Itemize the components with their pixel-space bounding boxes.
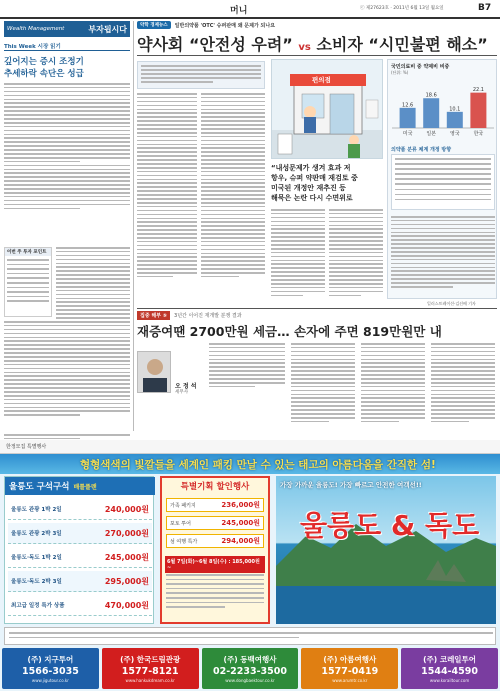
agency-card[interactable]	[202, 648, 299, 689]
agency-name: (주) 지구투어	[27, 655, 74, 664]
column-masthead	[4, 21, 130, 37]
mid-special-panel	[160, 476, 270, 624]
agency-card[interactable]	[401, 648, 498, 689]
mid-special-line: 6월 7일(화)~6월 8일(수) : 185,000원~	[165, 556, 265, 573]
feature-body-4	[329, 209, 383, 296]
author-photo	[137, 351, 171, 393]
article-tag: 집중 해부 ⑤	[137, 311, 170, 320]
headline-b: 소비자 “시민불편 해소”	[316, 35, 488, 54]
otc-feature	[137, 21, 497, 306]
column-body-3	[4, 321, 130, 416]
pullquote-line-4: 해묵은 논란 다시 수면위로	[271, 194, 353, 202]
headline-vs: vs	[298, 42, 311, 53]
wealth-column	[4, 21, 130, 431]
feature-body-1	[137, 93, 197, 277]
date-line: ⓒ 제27623호 · 2011년 6월 13일 월요일	[360, 6, 444, 11]
chart-title: 국민의료비 중 약제비 비중	[391, 64, 450, 70]
bar-value-label: 12.6	[402, 102, 414, 109]
pullquote-line-2: 항우, 슈퍼 약판매 재검토 중	[271, 174, 358, 182]
agency-name: (주) 아름여행사	[323, 655, 377, 664]
agency-card[interactable]	[2, 648, 99, 689]
price-row	[8, 523, 152, 544]
column-headline-1: 깊어지는 증시 조정기	[4, 57, 84, 67]
headline-a: 약사회 “안전성 우려”	[137, 35, 293, 54]
agency-name: (주) 코레일투어	[423, 655, 477, 664]
bar-category-label: 미국	[402, 131, 413, 137]
agency-name: (주) 동백여행사	[223, 655, 277, 664]
price-row-name: 울릉도·독도 2박 3일	[11, 579, 62, 585]
price-row-price: 470,000원	[104, 600, 149, 610]
special-price-value: 245,000원	[221, 519, 260, 527]
agency-url: www.korailtour.com	[429, 678, 470, 683]
drug-cost-bar-chart	[392, 80, 494, 140]
price-row-price: 270,000원	[104, 528, 149, 538]
left-price-panel	[4, 476, 154, 624]
ulleungdo-tour-ad	[0, 440, 500, 691]
author-title: 세무사	[175, 390, 189, 395]
illustration-credit: 일러스트레이션·김선배 기자	[427, 301, 476, 306]
article-kicker-row	[137, 311, 242, 320]
agency-name: (주) 한국드림관광	[120, 655, 181, 664]
special-price-value: 236,000원	[221, 501, 260, 509]
column-body-1	[4, 83, 130, 209]
bar-category-label: 한국	[473, 131, 484, 137]
bar-value-label: 22.1	[472, 87, 484, 94]
price-row	[8, 499, 152, 520]
chart-note: 의약품 분류 체계 개정 방향	[391, 147, 452, 153]
article-body-3	[431, 343, 495, 422]
price-row	[8, 595, 152, 616]
agency-url: www.hankukdream.co.kr	[125, 678, 175, 683]
agency-url: www.dongbaektour.co.kr	[225, 678, 275, 683]
feature-headline	[137, 32, 497, 55]
left-title-sub: 배틀플랜	[73, 483, 97, 491]
feature-brand: 약학 경제뉴스	[137, 21, 171, 29]
article-kicker: 3년간 이어진 재개발 분쟁 결과	[174, 313, 242, 319]
special-price-label: 포토 투어	[170, 520, 191, 527]
qa-intro-box	[137, 61, 265, 89]
feature-body-2	[201, 93, 265, 277]
price-row-name: 울릉도 관광 1박 2일	[11, 507, 62, 513]
article-body-2	[361, 343, 425, 422]
price-row	[8, 571, 152, 592]
week-label: This Week 시장 읽기	[4, 44, 61, 50]
masthead-badge: Wealth Management	[7, 26, 65, 32]
bar-category-label: 영국	[449, 131, 460, 137]
bar-value-label: 18.6	[425, 92, 437, 99]
agency-phone: 02-2233-3500	[212, 666, 287, 677]
agency-card[interactable]	[301, 648, 398, 689]
bar-category-label: 일본	[426, 131, 437, 137]
feature-section: 일반의약품 'OTC' 슈퍼판매 왜 문제가 되나요	[174, 22, 276, 29]
convenience-store-illustration	[271, 59, 383, 159]
right-title-sub: 가장 가까운 울릉도! 가장 빠르고 안전한 여객선!!	[280, 481, 422, 489]
price-row-price: 240,000원	[104, 504, 149, 514]
price-row-price: 295,000원	[104, 576, 149, 586]
article-headline: 재증여땐 2700만원 세금… 손자에 주면 819만원만 내	[137, 324, 442, 339]
column-headline-2: 추세하락 속단은 성급	[4, 69, 84, 79]
classification-table	[391, 154, 495, 210]
bar-2	[423, 98, 439, 128]
chart-unit: (단위: %)	[391, 70, 409, 75]
left-title-row	[5, 477, 155, 495]
agency-phone: 1544-4590	[421, 666, 478, 677]
pull-quote	[271, 163, 383, 203]
column-body-2	[56, 247, 130, 323]
ad-top-strip	[0, 440, 500, 454]
agency-phone: 1577-0419	[321, 666, 379, 677]
bar-value-label: 10.1	[449, 106, 461, 113]
price-row-name: 울릉도·독도 1박 2일	[11, 555, 62, 561]
left-title: 울릉도 구석구석	[9, 482, 70, 492]
special-price-value: 294,000원	[221, 537, 260, 545]
agency-card[interactable]	[102, 648, 199, 689]
agency-list	[2, 648, 498, 689]
price-row-name: 최고급 일정 특가 상품	[11, 603, 65, 609]
mid-price-list	[166, 498, 264, 548]
price-row	[8, 547, 152, 568]
section-name: 머니	[230, 6, 248, 16]
agency-url: www.arumtr.co.kr	[332, 678, 368, 683]
store-sign: 편의점	[312, 76, 331, 84]
special-price-row	[166, 516, 264, 530]
week-stats-box	[4, 247, 52, 317]
promo-label: 한정모집 특별행사	[6, 444, 47, 450]
article-lede	[209, 343, 285, 387]
masthead-title: 부자됩시다	[88, 24, 127, 34]
price-row-name: 울릉도 관광 2박 3일	[11, 531, 62, 537]
feature-tag	[137, 21, 275, 29]
special-price-row	[166, 534, 264, 548]
week-stats-title: 이번 주 투자 포인트	[5, 248, 51, 256]
tax-article	[137, 311, 497, 431]
mid-title: 특별기획 할인행사	[180, 482, 250, 492]
article-body-1	[291, 343, 355, 422]
ad-banner	[0, 454, 500, 474]
page-folio: B7	[478, 3, 492, 13]
banner-text: 형형색색의 빛깔들을 세계인 패킹 만날 수 있는 태고의 아름다움을 간직한 섬!	[80, 459, 436, 471]
agency-url: www.jigutour.co.kr	[31, 678, 69, 683]
price-row-price: 245,000원	[104, 552, 149, 562]
pullquote-line-3: 미국된 개정안 재추진 등	[271, 184, 346, 192]
special-price-row	[166, 498, 264, 512]
scenic-photo	[276, 476, 496, 624]
feature-body-3	[271, 209, 325, 296]
bar-4	[470, 93, 486, 128]
ad-info-strip	[4, 627, 496, 645]
drug-cost-chart-panel	[387, 59, 497, 299]
special-price-label: 섬 여행 특가	[170, 538, 198, 545]
right-title: 울릉도 & 독도	[300, 509, 480, 542]
bar-1	[400, 108, 416, 128]
special-price-label: 가족 패키지	[170, 502, 196, 509]
bar-3	[447, 112, 463, 128]
author-name: 오 정 석	[175, 383, 197, 390]
agency-phone: 1566-3035	[21, 666, 79, 677]
column-body-4	[4, 434, 130, 439]
price-list	[8, 499, 152, 616]
page-header	[0, 0, 500, 18]
agency-phone: 1577-8121	[121, 666, 179, 677]
pullquote-line-1: “내성문제가 생겨 효과 저	[271, 164, 351, 172]
